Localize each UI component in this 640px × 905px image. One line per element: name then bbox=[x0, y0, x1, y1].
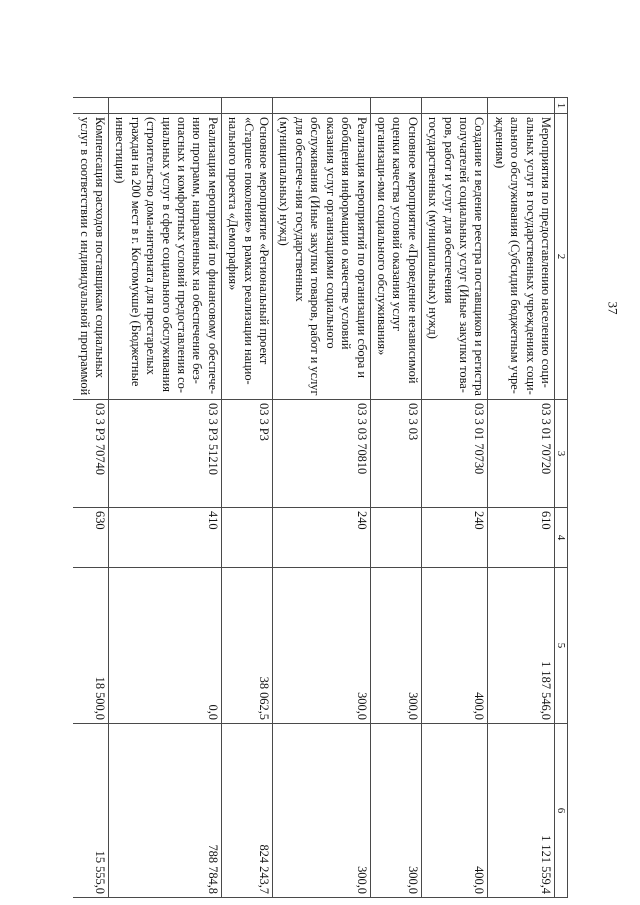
row-name-cell: Основное мероприятие «Проведение независимой оценки качества условий оказания услуг организаци-ями социального обслуживания» bbox=[370, 114, 421, 400]
row-index-cell bbox=[221, 98, 272, 114]
row-code-cell: 03 3 P3 51210 bbox=[109, 400, 222, 508]
row-code-cell: 03 3 03 bbox=[370, 400, 421, 508]
row-value5-cell: 0,0 bbox=[109, 568, 222, 724]
column-header-4: 4 bbox=[555, 508, 568, 568]
rotated-page-content bbox=[73, 97, 568, 897]
column-header-2: 2 bbox=[555, 114, 568, 400]
row-kvr-cell: 410 bbox=[109, 508, 222, 568]
row-kvr-cell: 240 bbox=[273, 508, 370, 568]
row-value5-cell: 1 187 546,0 bbox=[488, 568, 555, 724]
row-value6-cell: 300,0 bbox=[370, 724, 421, 898]
table-row bbox=[421, 98, 488, 898]
row-index-cell bbox=[273, 98, 370, 114]
table-row bbox=[273, 98, 370, 898]
table-row bbox=[221, 98, 272, 898]
row-index-cell bbox=[370, 98, 421, 114]
row-value5-cell: 300,0 bbox=[370, 568, 421, 724]
table-row bbox=[370, 98, 421, 898]
row-name-cell: Компенсация расходов поставщикам социальных услуг в соответствии с индивидуальной программой bbox=[73, 114, 108, 400]
row-kvr-cell: 240 bbox=[421, 508, 488, 568]
row-kvr-cell: 610 bbox=[488, 508, 555, 568]
row-code-cell: 03 3 01 70730 bbox=[421, 400, 488, 508]
row-value6-cell: 300,0 bbox=[273, 724, 370, 898]
table-row bbox=[488, 98, 555, 898]
row-kvr-cell bbox=[370, 508, 421, 568]
row-name-cell: Реализация мероприятий по финансовому обеспече-нию программ, направленных на обеспечение без-опасных и комфортных условий предоставления со-циальных услуг в сфере социального обслуживания (строительство дома-интерната для престарелых граждан на 200 мест в г. Костомукше) (Бюджетные инвестиции) bbox=[109, 114, 222, 400]
table-row bbox=[73, 98, 108, 898]
row-value5-cell: 18 500,0 bbox=[73, 568, 108, 724]
row-kvr-cell bbox=[221, 508, 272, 568]
column-header-row bbox=[555, 98, 568, 898]
row-value6-cell: 15 555,0 bbox=[73, 724, 108, 898]
row-name-cell: Реализация мероприятий по организации сбора и обобщения информации о качестве условий оказания услуг организациями социального обслуживания (Иные закупки товаров, работ и услуг для обеспече-ния государственных (муниципальных) нужд) bbox=[273, 114, 370, 400]
row-code-cell: 03 3 P3 bbox=[221, 400, 272, 508]
row-name-cell: Основное мероприятие «Региональный проект «Старшее поколение» в рамках реализации нацио-нального проекта «Демография» bbox=[221, 114, 272, 400]
row-index-cell bbox=[73, 98, 108, 114]
row-index-cell bbox=[488, 98, 555, 114]
row-code-cell: 03 3 P3 70740 bbox=[73, 400, 108, 508]
row-value5-cell: 300,0 bbox=[273, 568, 370, 724]
column-header-5: 5 bbox=[555, 568, 568, 724]
column-header-6: 6 bbox=[555, 724, 568, 898]
column-header-3: 3 bbox=[555, 400, 568, 508]
row-value6-cell: 788 784,8 bbox=[109, 724, 222, 898]
row-index-cell bbox=[421, 98, 488, 114]
row-value6-cell: 1 121 559,4 bbox=[488, 724, 555, 898]
row-value6-cell: 400,0 bbox=[421, 724, 488, 898]
row-name-cell: Создание и ведение реестра поставщиков и регистра получателей социальных услуг (Иные закупки това-ров, работ и услуг для обеспечения государственных (муниципальных) нужд) bbox=[421, 114, 488, 400]
row-code-cell: 03 3 01 70720 bbox=[488, 400, 555, 508]
table-row bbox=[109, 98, 222, 898]
row-index-cell bbox=[109, 98, 222, 114]
row-name-cell: Мероприятия по предоставлению населению соци-альных услуг в государственных учреждениях соци-ального обслуживания (Субсидии бюджетным учре-ждениям) bbox=[488, 114, 555, 400]
budget-table bbox=[73, 97, 568, 898]
page-number: 37 bbox=[605, 301, 621, 315]
row-code-cell: 03 3 03 70810 bbox=[273, 400, 370, 508]
row-kvr-cell: 630 bbox=[73, 508, 108, 568]
row-value5-cell: 38 062,5 bbox=[221, 568, 272, 724]
row-value6-cell: 824 243,7 bbox=[221, 724, 272, 898]
column-header-1: 1 bbox=[555, 98, 568, 114]
row-value5-cell: 400,0 bbox=[421, 568, 488, 724]
